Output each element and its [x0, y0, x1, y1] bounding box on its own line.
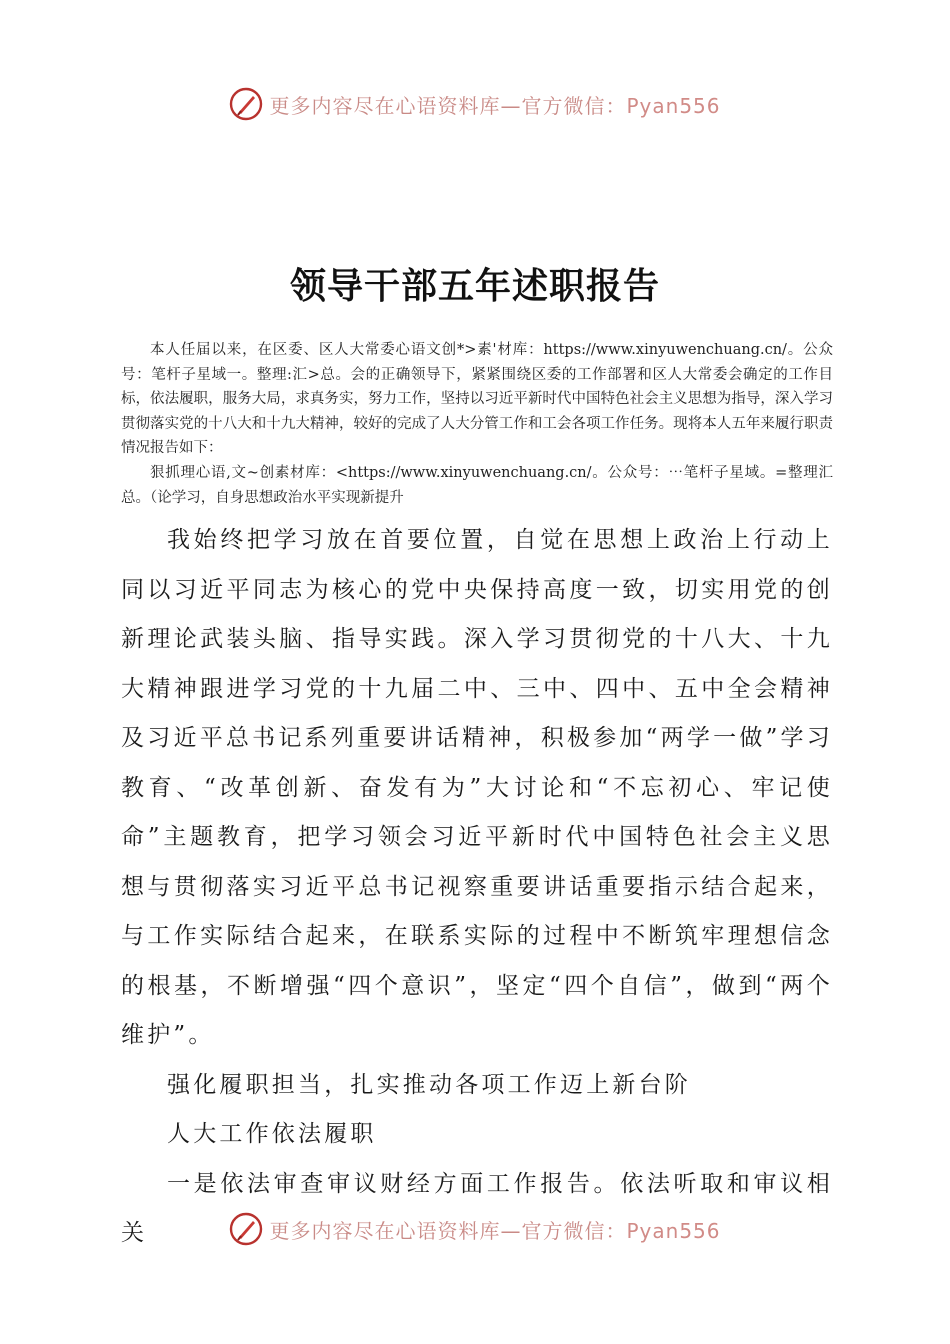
intro-paragraph: 本人任届以来，在区委、区人大常委心语文创*>素'材库：https://www.xinyuwenchuang.cn/。公众号：笔杆子星域一。整理:汇>总。会的正确领导下，紧紧围绕区委的工作部署和区人大常委会确定的工作目标，依法履职，服务大局，求真务实，努力工作，坚持以习近平新时代中国特色社会主义思想为指导，深入学习贯彻落实党的十八大和十九大精神，较好的完成了人大分管工作和工会各项工作任务。现将本人五年来履行职责情况报告如下： — [121, 342, 833, 456]
banner-text: 更多内容尽在心语资料库—官方微信：Pyan556 — [269, 1218, 721, 1243]
body-paragraph-2: 一是依法审查审议财经方面工作报告。依法听取和审议相关 — [121, 1170, 833, 1246]
second-paragraph: 狠抓理心语,文~创素材库：<https://www.xinyuwenchuang.cn/。公众号：⋯笔杆子星域。=整理汇总。（论学习，自身思想政治水平实现新提升 — [121, 465, 833, 506]
footer-banner — [0, 1207, 950, 1251]
wechat-id: Pyan556 — [626, 1218, 721, 1243]
document-title: 领导干部五年述职报告 — [289, 266, 660, 307]
document-body — [121, 516, 833, 1259]
quill-logo-icon — [229, 87, 263, 121]
quill-logo-icon — [229, 1212, 263, 1246]
body-paragraph-1: 我始终把学习放在首要位置，自觉在思想上政治上行动上同以习近平同志为核心的党中央保持高度一致，切实用党的创新理论武装头脑、指导实践。深入学习贯彻党的十八大、十九大精神跟进学习党的十九届二中、三中、四中、五中全会精神及习近平总书记系列重要讲话精神，积极参加“两学一做”学习教育、“改革创新、奋发有为”大讨论和“不忘初心、牢记使命”主题教育，把学习领会习近平新时代中国特色社会主义思想与贯彻落实习近平总书记视察重要讲话重要指示结合起来，与工作实际结合起来，在联系实际的过程中不断筑牢理想信念的根基，不断增强“四个意识”，坚定“四个自信”，做到“两个维护”。 — [121, 527, 833, 1048]
section-heading-2: 人大工作依法履职 — [167, 1121, 377, 1147]
wechat-id: Pyan556 — [626, 93, 721, 118]
header-banner — [0, 82, 950, 126]
section-heading-1: 强化履职担当，扎实推动各项工作迈上新台阶 — [167, 1071, 691, 1098]
banner-text: 更多内容尽在心语资料库—官方微信：Pyan556 — [269, 93, 721, 118]
